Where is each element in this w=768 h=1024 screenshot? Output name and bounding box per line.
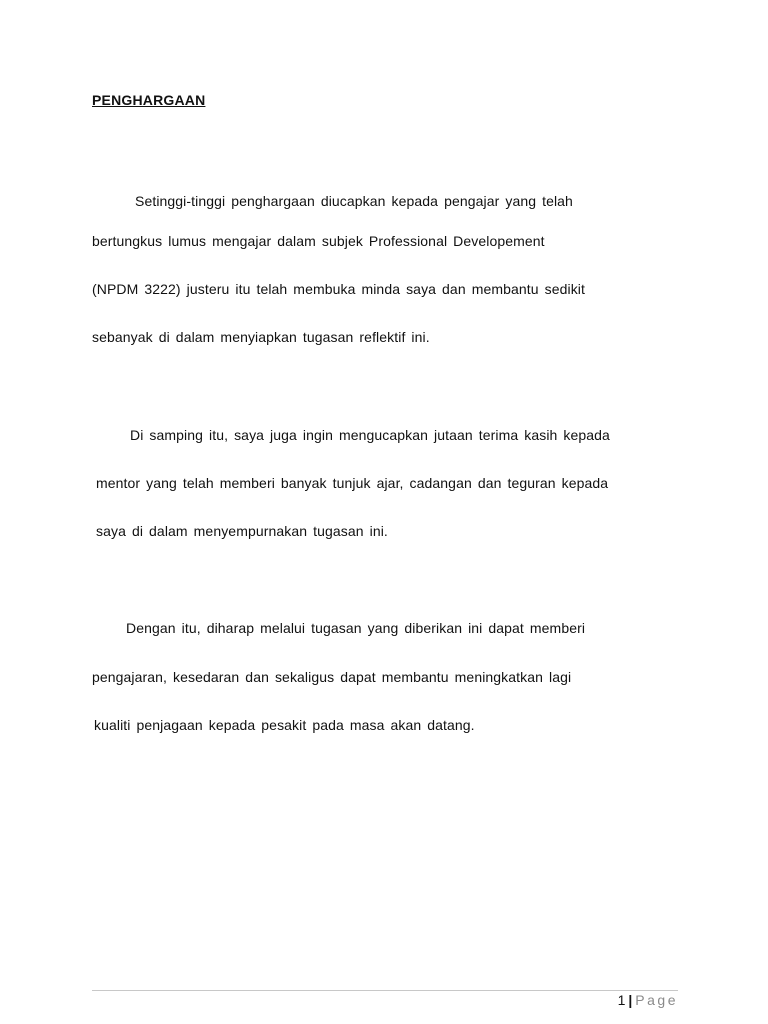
paragraph-2-line-3: saya di dalam menyempurnakan tugasan ini.: [96, 523, 388, 539]
page-footer: [618, 992, 678, 1008]
paragraph-1-line-1: Setinggi-tinggi penghargaan diucapkan kepada pengajar yang telah: [135, 193, 573, 209]
page-number: 1: [617, 992, 626, 1008]
paragraph-3-line-1: Dengan itu, diharap melalui tugasan yang diberikan ini dapat memberi: [126, 620, 586, 636]
footer-separator: |: [628, 992, 633, 1008]
paragraph-2-line-2: mentor yang telah memberi banyak tunjuk ajar, cadangan dan teguran kepada: [96, 475, 609, 491]
paragraph-1-line-3: (NPDM 3222) justeru itu telah membuka minda saya dan membantu sedikit: [92, 281, 586, 297]
footer-divider: [92, 990, 678, 991]
page-word: Page: [635, 992, 678, 1008]
paragraph-1-line-2: bertungkus lumus mengajar dalam subjek Professional Developement: [92, 233, 545, 249]
page-heading: PENGHARGAAN: [92, 92, 206, 108]
paragraph-3-line-2: pengajaran, kesedaran dan sekaligus dapat membantu meningkatkan lagi: [92, 669, 572, 685]
paragraph-2-line-1: Di samping itu, saya juga ingin mengucapkan jutaan terima kasih kepada: [130, 427, 610, 443]
paragraph-3-line-3: kualiti penjagaan kepada pesakit pada masa akan datang.: [94, 717, 475, 733]
paragraph-1-line-4: sebanyak di dalam menyiapkan tugasan reflektif ini.: [92, 329, 430, 345]
